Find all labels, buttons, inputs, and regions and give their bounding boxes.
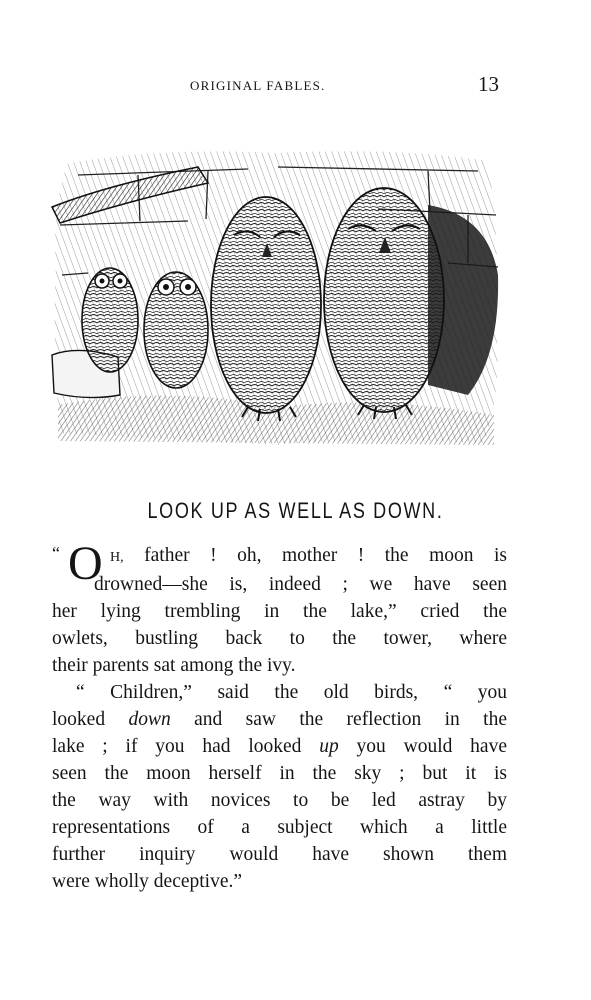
line-text: lake ; if you had looked <box>52 736 320 757</box>
owlet-left <box>82 268 138 372</box>
paragraph-1-line-2: drowned—she is, indeed ; we have seen <box>94 574 507 595</box>
paragraph-2-line-1: “ Children,” said the old birds, “ you <box>76 682 507 703</box>
paragraph-1-line-5: their parents sat among the ivy. <box>52 655 296 676</box>
paragraph-2-line-8: were wholly deceptive.” <box>52 871 243 892</box>
emphasis-down: down <box>128 709 171 730</box>
opening-quote: “ <box>52 543 60 563</box>
paragraph-2-line-4: seen the moon herself in the sky ; but it is <box>52 763 507 784</box>
paragraph-1-line-4: owlets, bustling back to the tower, where <box>52 628 507 649</box>
fable-title: LOOK UP AS WELL AS DOWN. <box>147 498 444 523</box>
drop-cap: O <box>68 537 103 590</box>
drop-cap-smallcaps: H, <box>110 550 124 565</box>
line-text: you would have <box>338 736 507 757</box>
owls-engraving <box>48 145 504 450</box>
paragraph-1-line-3: her lying trembling in the lake,” cried the <box>52 601 507 622</box>
fable-body <box>52 537 508 895</box>
paragraph-2-line-7: further inquiry would have shown them <box>52 844 507 865</box>
page-number: 13 <box>478 72 499 96</box>
owlet-right <box>144 272 208 388</box>
paragraph-2-line-5: the way with novices to be led astray by <box>52 790 507 811</box>
paragraph-2-line-3 <box>52 733 507 760</box>
line-text: and saw the reflection in the <box>170 709 507 730</box>
line-text: father ! oh, mother ! the moon is <box>144 545 508 566</box>
paragraph-2-line-2 <box>52 706 507 733</box>
paragraph-2-line-6: representations of a subject which a little <box>52 817 507 838</box>
running-head: ORIGINAL FABLES. <box>190 78 326 93</box>
line-text: looked <box>52 709 129 730</box>
emphasis-up: up <box>319 736 339 757</box>
